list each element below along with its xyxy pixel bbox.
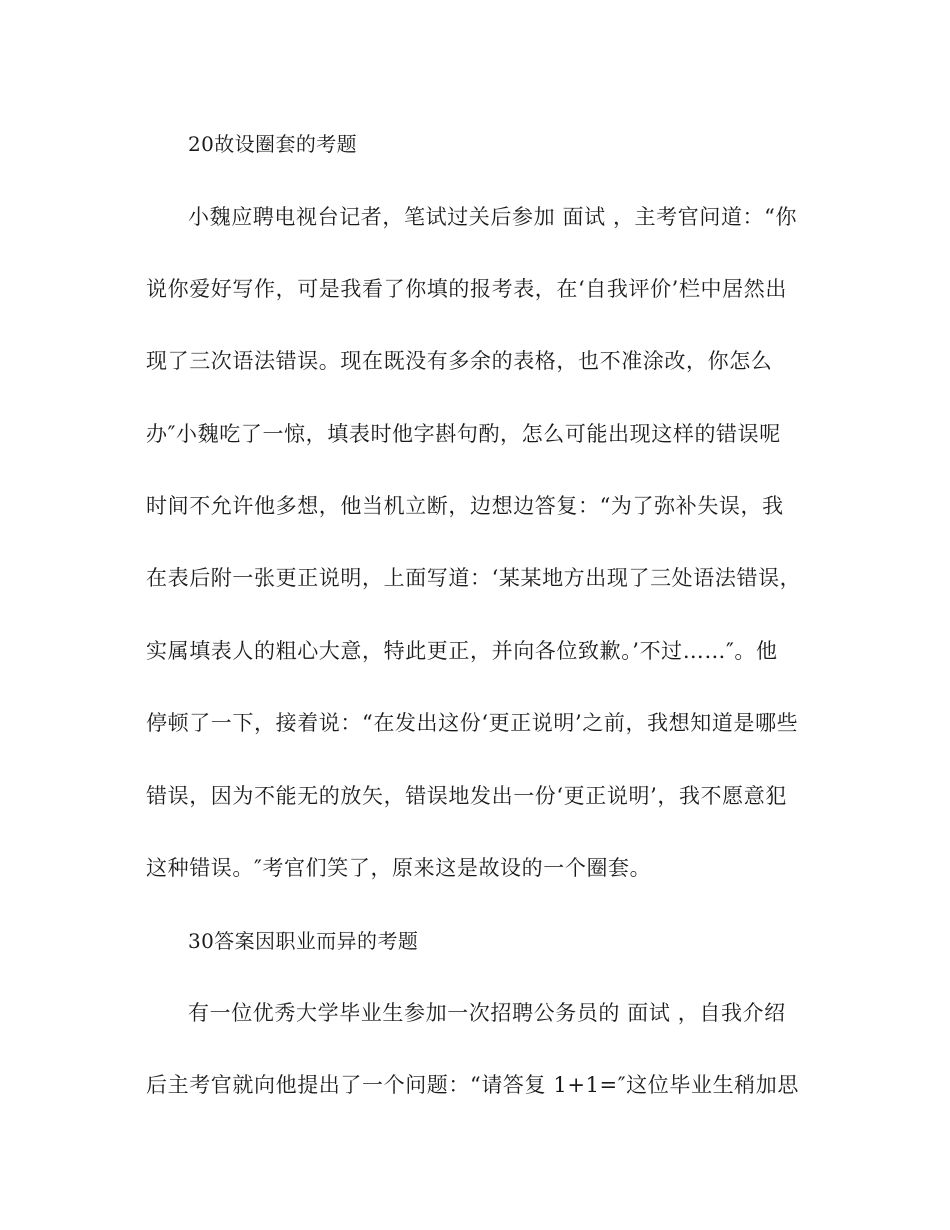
paragraph-line: 后主考官就向他提出了一个问题：“请答复 1+1=″这位毕业生稍加思 [146, 1073, 799, 1097]
paragraph-line: 错误，因为不能无的放矢，错误地发出一份‘更正说明’，我不愿意犯 [146, 784, 787, 808]
paragraph-line: 说你爱好写作，可是我看了你填的报考表，在‘自我评价’栏中居然出 [146, 277, 787, 301]
paragraph-line: 时间不允许他多想，他当机立断，边想边答复：“为了弥补失误，我 [146, 494, 784, 518]
paragraph-line: 在表后附一张更正说明，上面写道：‘某某地方出现了三处语法错误， [146, 566, 802, 590]
paragraph-line: 有一位优秀大学毕业生参加一次招聘公务员的 面试 ，自我介绍 [188, 1001, 786, 1025]
paragraph-line: 小魏应聘电视台记者，笔试过关后参加 面试 ，主考官问道：“你 [188, 205, 798, 229]
paragraph-line: 停顿了一下，接着说：“在发出这份‘更正说明’之前，我想知道是哪些 [146, 711, 799, 735]
paragraph-line: 实属填表人的粗心大意，特此更正，并向各位致歉。’不过……″。他 [146, 639, 778, 663]
paragraph-line: 现了三次语法错误。现在既没有多余的表格，也不准涂改，你怎么 [146, 349, 773, 373]
paragraph-line: 这种错误。″考官们笑了，原来这是故设的一个圈套。 [146, 856, 652, 880]
section-heading-20: 20故设圈套的考题 [188, 132, 358, 156]
section-heading-30: 30答案因职业而异的考题 [188, 929, 419, 953]
paragraph-line: 办″小魏吃了一惊，填表时他字斟句酌，怎么可能出现这样的错误呢 [146, 422, 781, 446]
